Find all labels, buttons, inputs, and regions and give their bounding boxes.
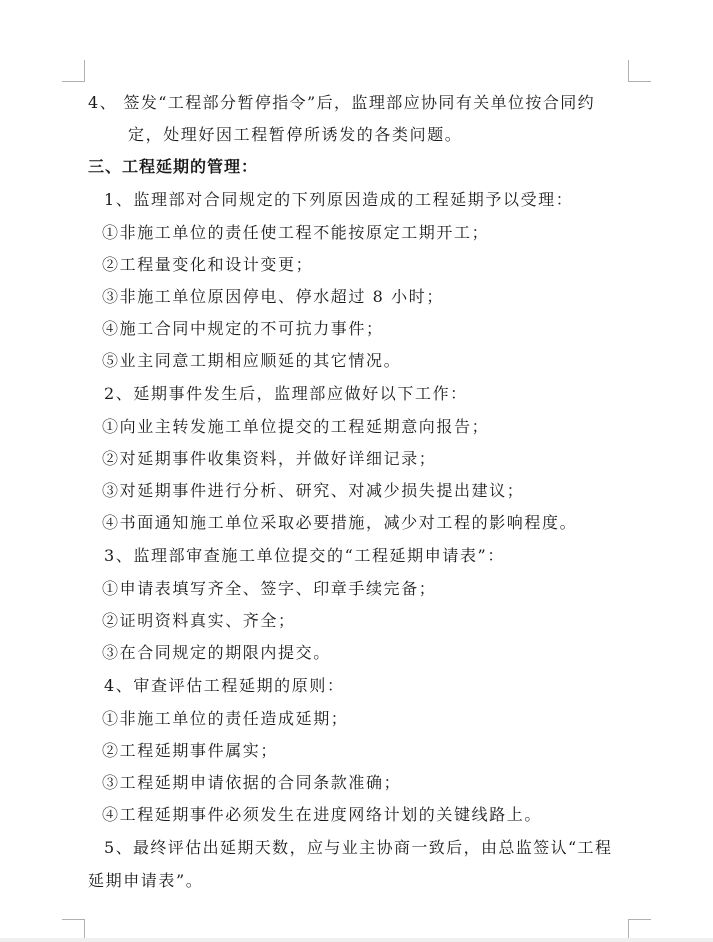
crop-mark-top-left bbox=[62, 81, 84, 82]
list-item: ①非施工单位的责任造成延期； bbox=[102, 709, 349, 728]
crop-mark-bottom-left bbox=[62, 919, 84, 920]
list-item: ③对延期事件进行分析、研究、对减少损失提出建议； bbox=[102, 481, 525, 500]
paragraph-line: 2、延期事件发生后，监理部应做好以下工作： bbox=[104, 384, 468, 403]
list-item: ①向业主转发施工单位提交的工程延期意向报告； bbox=[102, 417, 490, 436]
paragraph-line: 定，处理好因工程暂停所诱发的各类问题。 bbox=[128, 125, 463, 144]
list-item: ②工程延期事件属实； bbox=[102, 741, 279, 760]
section-heading: 三、工程延期的管理： bbox=[88, 157, 259, 176]
paragraph-line: 5、最终评估出延期天数，应与业主协商一致后，由总监签认“工程 bbox=[104, 838, 613, 857]
paragraph-line: 1、监理部对合同规定的下列原因造成的工程延期予以受理： bbox=[104, 190, 574, 209]
paragraph-line: 3、监理部审查施工单位提交的“工程延期申请表”： bbox=[104, 546, 505, 565]
list-item: ⑤业主同意工期相应顺延的其它情况。 bbox=[102, 351, 402, 370]
list-item: ②工程量变化和设计变更； bbox=[102, 255, 314, 274]
list-item: ④工程延期事件必须发生在进度网络计划的关键线路上。 bbox=[102, 805, 543, 824]
crop-mark-top-right bbox=[629, 81, 651, 82]
list-item: ③非施工单位原因停电、停水超过 8 小时； bbox=[102, 287, 444, 306]
list-item: ②对延期事件收集资料，并做好详细记录； bbox=[102, 449, 437, 468]
paragraph-line: 4、审查评估工程延期的原则： bbox=[104, 676, 345, 695]
list-item: ④书面通知施工单位采取必要措施，减少对工程的影响程度。 bbox=[102, 513, 578, 532]
crop-mark-top-left bbox=[84, 60, 85, 82]
page-bottom-edge bbox=[0, 938, 713, 942]
list-item: ③工程延期申请依据的合同条款准确； bbox=[102, 773, 402, 792]
list-item: ③在合同规定的期限内提交。 bbox=[102, 643, 331, 662]
crop-mark-bottom-right bbox=[629, 919, 651, 920]
list-item: ①申请表填写齐全、签字、印章手续完备； bbox=[102, 579, 437, 598]
crop-mark-top-right bbox=[628, 60, 629, 82]
list-item: ①非施工单位的责任使工程不能按原定工期开工； bbox=[102, 223, 490, 242]
paragraph-line: 4、 签发“工程部分暂停指令”后，监理部应协同有关单位按合同约 bbox=[88, 93, 596, 112]
paragraph-line: 延期申请表”。 bbox=[88, 871, 204, 890]
list-item: ④施工合同中规定的不可抗力事件； bbox=[102, 319, 384, 338]
list-item: ②证明资料真实、齐全； bbox=[102, 611, 296, 630]
